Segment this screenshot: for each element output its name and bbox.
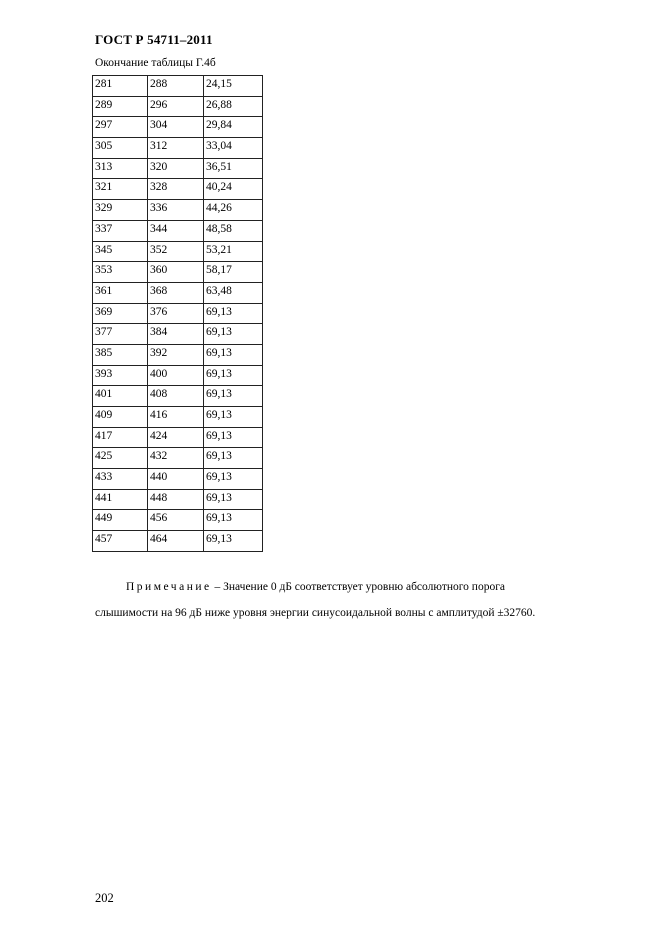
table-cell: 409	[93, 407, 148, 428]
table-cell: 26,88	[204, 96, 263, 117]
table-row	[93, 179, 263, 200]
table-cell: 304	[148, 117, 204, 138]
table-row	[93, 365, 263, 386]
table-cell: 417	[93, 427, 148, 448]
data-table	[92, 75, 263, 552]
table-cell: 425	[93, 448, 148, 469]
table-cell: 376	[148, 303, 204, 324]
table-cell: 416	[148, 407, 204, 428]
table-cell: 344	[148, 220, 204, 241]
table-cell: 69,13	[204, 448, 263, 469]
table-row	[93, 158, 263, 179]
table-cell: 345	[93, 241, 148, 262]
table-cell: 53,21	[204, 241, 263, 262]
table-cell: 433	[93, 469, 148, 490]
table-cell: 44,26	[204, 200, 263, 221]
table-cell: 69,13	[204, 407, 263, 428]
table-cell: 424	[148, 427, 204, 448]
table-note	[95, 574, 615, 626]
table-cell: 69,13	[204, 531, 263, 552]
table-cell: 24,15	[204, 76, 263, 97]
table-row	[93, 407, 263, 428]
table-cell: 441	[93, 489, 148, 510]
table-cell: 69,13	[204, 324, 263, 345]
table-cell: 69,13	[204, 386, 263, 407]
table-caption: Окончание таблицы Г.4б	[95, 57, 216, 69]
table-cell: 288	[148, 76, 204, 97]
table-cell: 69,13	[204, 489, 263, 510]
table-row	[93, 303, 263, 324]
table-cell: 69,13	[204, 344, 263, 365]
table-row	[93, 344, 263, 365]
table-cell: 58,17	[204, 262, 263, 283]
table-cell: 336	[148, 200, 204, 221]
table-cell: 440	[148, 469, 204, 490]
table-row	[93, 489, 263, 510]
table-row	[93, 117, 263, 138]
table-row	[93, 96, 263, 117]
table-cell: 69,13	[204, 303, 263, 324]
table-cell: 464	[148, 531, 204, 552]
table-cell: 320	[148, 158, 204, 179]
table-cell: 63,48	[204, 282, 263, 303]
table-cell: 296	[148, 96, 204, 117]
table-cell: 432	[148, 448, 204, 469]
note-text-1: – Значение 0 дБ соответствует уровню абсолютного порога	[211, 581, 506, 593]
table-cell: 377	[93, 324, 148, 345]
table-cell: 40,24	[204, 179, 263, 200]
table-body	[93, 76, 263, 552]
table-cell: 393	[93, 365, 148, 386]
table-cell: 361	[93, 282, 148, 303]
table-cell: 313	[93, 158, 148, 179]
table-cell: 321	[93, 179, 148, 200]
table-row	[93, 76, 263, 97]
table-row	[93, 386, 263, 407]
table-cell: 449	[93, 510, 148, 531]
table-row	[93, 138, 263, 159]
note-line-1	[95, 574, 615, 600]
table-cell: 305	[93, 138, 148, 159]
table-cell: 297	[93, 117, 148, 138]
table-row	[93, 469, 263, 490]
table-row	[93, 324, 263, 345]
table-cell: 36,51	[204, 158, 263, 179]
table-cell: 448	[148, 489, 204, 510]
table-cell: 368	[148, 282, 204, 303]
table-cell: 48,58	[204, 220, 263, 241]
table-cell: 328	[148, 179, 204, 200]
table-cell: 401	[93, 386, 148, 407]
table-row	[93, 531, 263, 552]
table-cell: 352	[148, 241, 204, 262]
table-cell: 33,04	[204, 138, 263, 159]
table-row	[93, 427, 263, 448]
table-cell: 289	[93, 96, 148, 117]
document-header: ГОСТ Р 54711–2011	[95, 32, 213, 47]
table-row	[93, 448, 263, 469]
table-cell: 384	[148, 324, 204, 345]
table-row	[93, 220, 263, 241]
table-row	[93, 510, 263, 531]
table-cell: 392	[148, 344, 204, 365]
table-cell: 457	[93, 531, 148, 552]
note-label: Примечание	[126, 581, 212, 593]
table-cell: 408	[148, 386, 204, 407]
note-line-2: слышимости на 96 дБ ниже уровня энергии синусоидальной волны с амплитудой ±32760.	[95, 607, 536, 619]
table-row	[93, 262, 263, 283]
table-row	[93, 241, 263, 262]
table-cell: 69,13	[204, 427, 263, 448]
table-cell: 360	[148, 262, 204, 283]
table-cell: 353	[93, 262, 148, 283]
table-cell: 69,13	[204, 510, 263, 531]
table-cell: 312	[148, 138, 204, 159]
page-number: 202	[95, 891, 114, 905]
table-cell: 337	[93, 220, 148, 241]
table-cell: 69,13	[204, 365, 263, 386]
table-row	[93, 200, 263, 221]
table-cell: 369	[93, 303, 148, 324]
table-cell: 69,13	[204, 469, 263, 490]
table-cell: 385	[93, 344, 148, 365]
table-cell: 456	[148, 510, 204, 531]
table-cell: 281	[93, 76, 148, 97]
table-cell: 29,84	[204, 117, 263, 138]
table-cell: 329	[93, 200, 148, 221]
table-row	[93, 282, 263, 303]
table-cell: 400	[148, 365, 204, 386]
